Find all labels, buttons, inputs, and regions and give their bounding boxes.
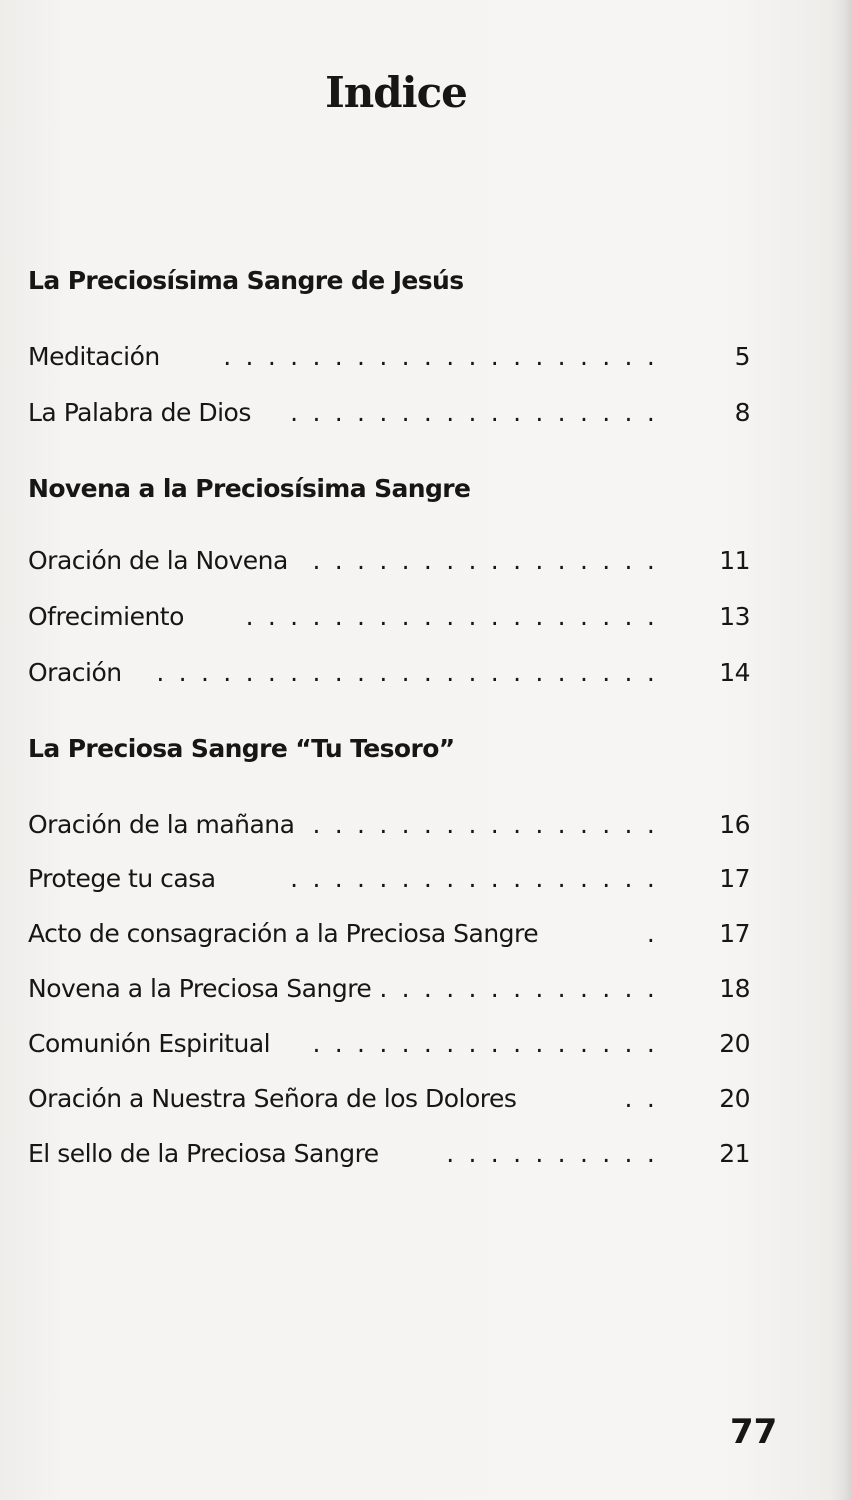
index-title: Indice bbox=[325, 68, 467, 117]
toc-page-number: 5 bbox=[734, 342, 750, 371]
toc-leader-dots: . . . . . . . . . . . . . . . . . bbox=[290, 864, 658, 893]
toc-entry-label: Comunión Espiritual bbox=[28, 1029, 271, 1058]
toc-entry-label: Oración de la mañana bbox=[28, 810, 295, 839]
toc-leader-dots: . . . . . . . . . . . . . . . . bbox=[312, 546, 658, 575]
toc-entry bbox=[28, 1029, 750, 1063]
toc-entry bbox=[28, 1139, 750, 1173]
toc-leader-dots: . . bbox=[624, 1084, 658, 1113]
toc-entry bbox=[28, 919, 750, 953]
toc-entry-label: Novena a la Preciosa Sangre bbox=[28, 974, 372, 1003]
toc-entry-label: Ofrecimiento bbox=[28, 602, 184, 631]
toc-entry bbox=[28, 342, 750, 376]
toc-entry bbox=[28, 1084, 750, 1118]
toc-page-number: 21 bbox=[719, 1139, 750, 1168]
toc-entry-label: La Palabra de Dios bbox=[28, 398, 251, 427]
toc-page-number: 11 bbox=[719, 546, 750, 575]
section-heading: La Preciosa Sangre “Tu Tesoro” bbox=[28, 734, 455, 763]
section-heading: Novena a la Preciosísima Sangre bbox=[28, 474, 471, 503]
toc-leader-dots: . . . . . . . . . . . . . . . . . . . . . . . bbox=[156, 658, 658, 687]
toc-page-number: 16 bbox=[719, 810, 750, 839]
toc-leader-dots: . . . . . . . . . . bbox=[446, 1139, 658, 1168]
toc-entry-label: Protege tu casa bbox=[28, 864, 216, 893]
toc-leader-dots: . . . . . . . . . . . . . bbox=[379, 974, 658, 1003]
toc-leader-dots: . bbox=[646, 919, 658, 948]
toc-entry-label: Oración bbox=[28, 658, 122, 687]
toc-leader-dots: . . . . . . . . . . . . . . . . . bbox=[290, 398, 658, 427]
toc-leader-dots: . . . . . . . . . . . . . . . . . . . bbox=[245, 602, 658, 631]
toc-page-number: 17 bbox=[719, 864, 750, 893]
toc-entry bbox=[28, 658, 750, 692]
toc-page-number: 20 bbox=[719, 1029, 750, 1058]
toc-leader-dots: . . . . . . . . . . . . . . . . . . . . bbox=[223, 342, 658, 371]
toc-leader-dots: . . . . . . . . . . . . . . . . bbox=[312, 1029, 658, 1058]
toc-entry bbox=[28, 810, 750, 844]
toc-page-number: 17 bbox=[719, 919, 750, 948]
page-number-folio: 77 bbox=[730, 1412, 778, 1452]
toc-entry bbox=[28, 398, 750, 432]
toc-entry bbox=[28, 602, 750, 636]
toc-entry bbox=[28, 546, 750, 580]
toc-page-number: 18 bbox=[719, 974, 750, 1003]
toc-entry bbox=[28, 974, 750, 1008]
toc-page-number: 13 bbox=[719, 602, 750, 631]
toc-entry-label: El sello de la Preciosa Sangre bbox=[28, 1139, 379, 1168]
toc-entry-label: Oración de la Novena bbox=[28, 546, 288, 575]
toc-entry-label: Oración a Nuestra Señora de los Dolores bbox=[28, 1084, 517, 1113]
toc-page-number: 20 bbox=[719, 1084, 750, 1113]
page-edge-shadow bbox=[830, 0, 852, 1500]
toc-entry bbox=[28, 864, 750, 898]
toc-page-number: 8 bbox=[734, 398, 750, 427]
section-heading: La Preciosísima Sangre de Jesús bbox=[28, 266, 464, 295]
toc-entry-label: Meditación bbox=[28, 342, 160, 371]
toc-page-number: 14 bbox=[719, 658, 750, 687]
toc-entry-label: Acto de consagración a la Preciosa Sangre bbox=[28, 919, 539, 948]
toc-leader-dots: . . . . . . . . . . . . . . . . bbox=[312, 810, 658, 839]
